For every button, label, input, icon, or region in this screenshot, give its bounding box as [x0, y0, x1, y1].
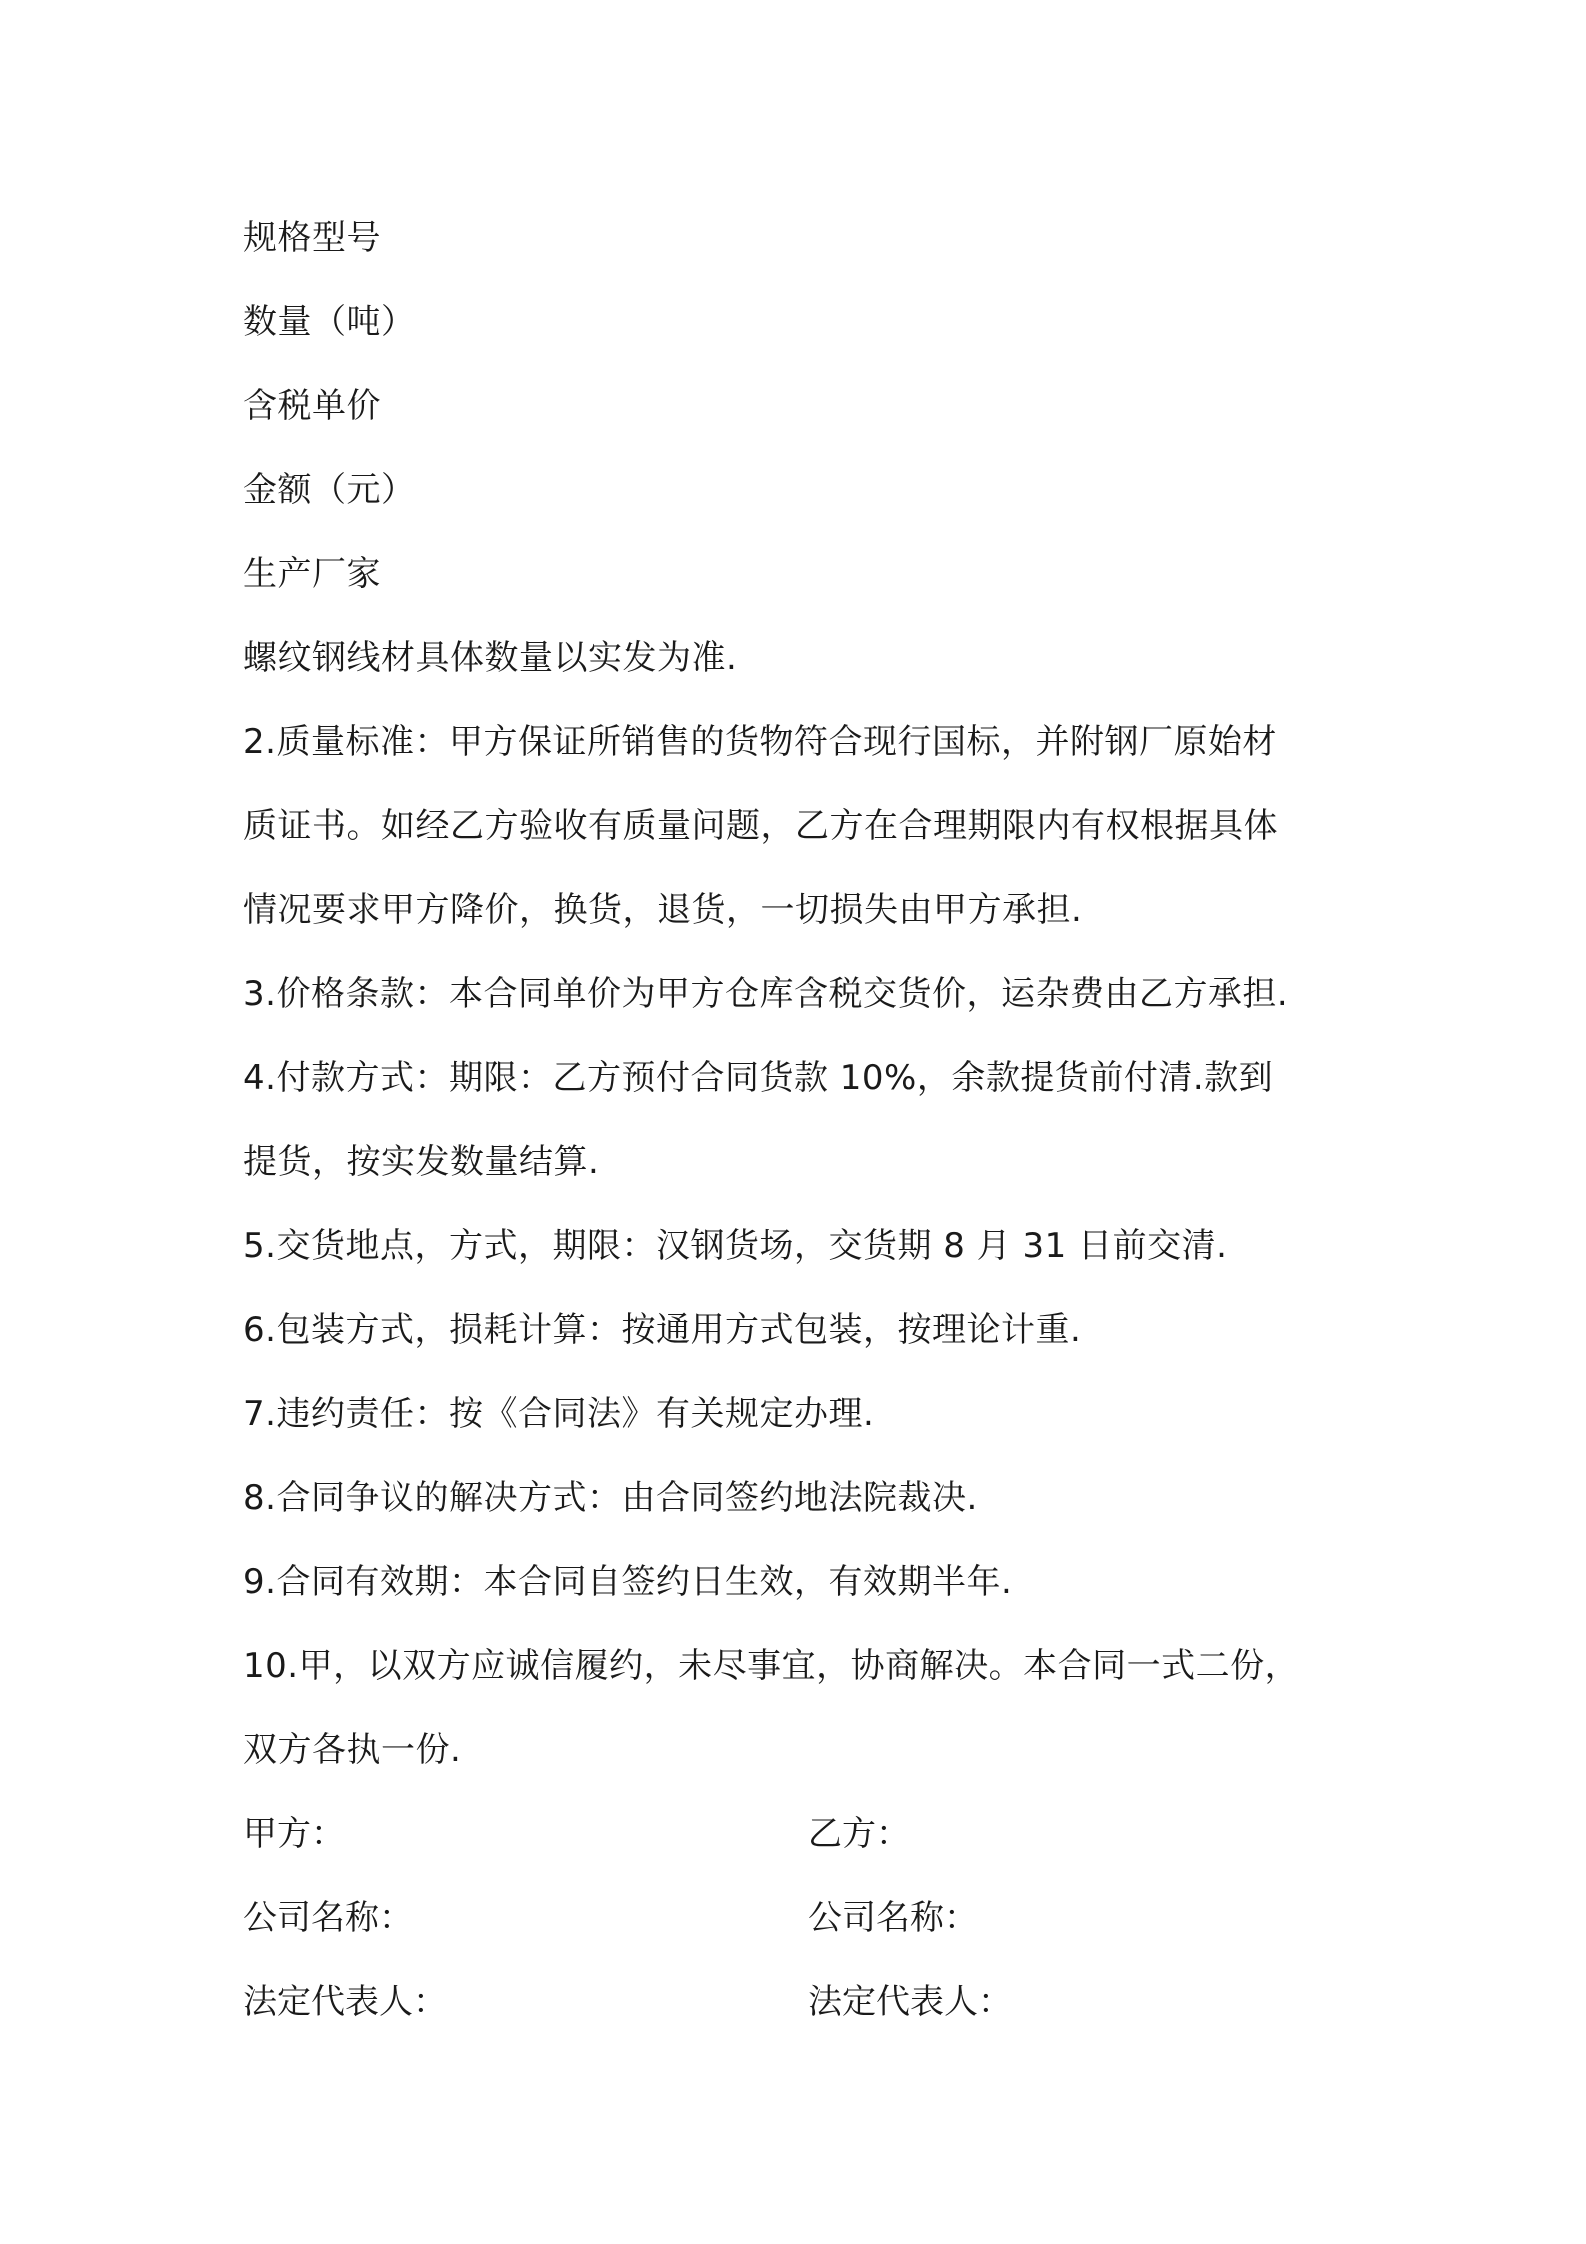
party-b-company-label: 公司名称： — [808, 1898, 978, 1938]
clause-line: 3.价格条款：本合同单价为甲方仓库含税交货价，运杂费由乙方承担. — [243, 974, 1289, 1014]
party-b-label: 乙方： — [808, 1814, 910, 1854]
clause-line: 提货，按实发数量结算. — [243, 1142, 600, 1182]
spec-field-quantity: 数量（吨） — [243, 302, 416, 342]
party-b-representative-label: 法定代表人： — [808, 1982, 1012, 2022]
clause-line: 5.交货地点，方式，期限：汉钢货场，交货期 8 月 31 日前交清. — [243, 1226, 1228, 1266]
clause-line: 10.甲，以双方应诚信履约，未尽事宜，协商解决。本合同一式二份， — [243, 1646, 1300, 1686]
clause-line: 8.合同争议的解决方式：由合同签约地法院裁决. — [243, 1478, 978, 1518]
spec-field-manufacturer: 生产厂家 — [243, 554, 381, 594]
party-a-representative-label: 法定代表人： — [243, 1982, 447, 2022]
clause-line: 情况要求甲方降价，换货，退货，一切损失由甲方承担. — [243, 890, 1083, 930]
spec-field-model: 规格型号 — [243, 218, 381, 258]
quantity-note: 螺纹钢线材具体数量以实发为准. — [243, 638, 738, 678]
party-a-label: 甲方： — [243, 1814, 345, 1854]
party-a-company-label: 公司名称： — [243, 1898, 413, 1938]
spec-field-unit-price: 含税单价 — [243, 386, 381, 426]
signature-party-row — [243, 1792, 1393, 1876]
clause-line: 6.包装方式，损耗计算：按通用方式包装，按理论计重. — [243, 1310, 1082, 1350]
clause-line: 质证书。如经乙方验收有质量问题，乙方在合理期限内有权根据具体 — [243, 806, 1278, 846]
clause-line: 双方各执一份. — [243, 1730, 462, 1770]
signature-representative-row — [243, 1960, 1393, 2044]
document-body — [243, 196, 1393, 2044]
clause-line: 7.违约责任：按《合同法》有关规定办理. — [243, 1394, 875, 1434]
clause-line: 4.付款方式：期限：乙方预付合同货款 10%，余款提货前付清.款到 — [243, 1058, 1274, 1098]
clause-line: 9.合同有效期：本合同自签约日生效，有效期半年. — [243, 1562, 1013, 1602]
spec-field-amount: 金额（元） — [243, 470, 416, 510]
clause-line: 2.质量标准：甲方保证所销售的货物符合现行国标，并附钢厂原始材 — [243, 722, 1277, 762]
signature-company-row — [243, 1876, 1393, 1960]
